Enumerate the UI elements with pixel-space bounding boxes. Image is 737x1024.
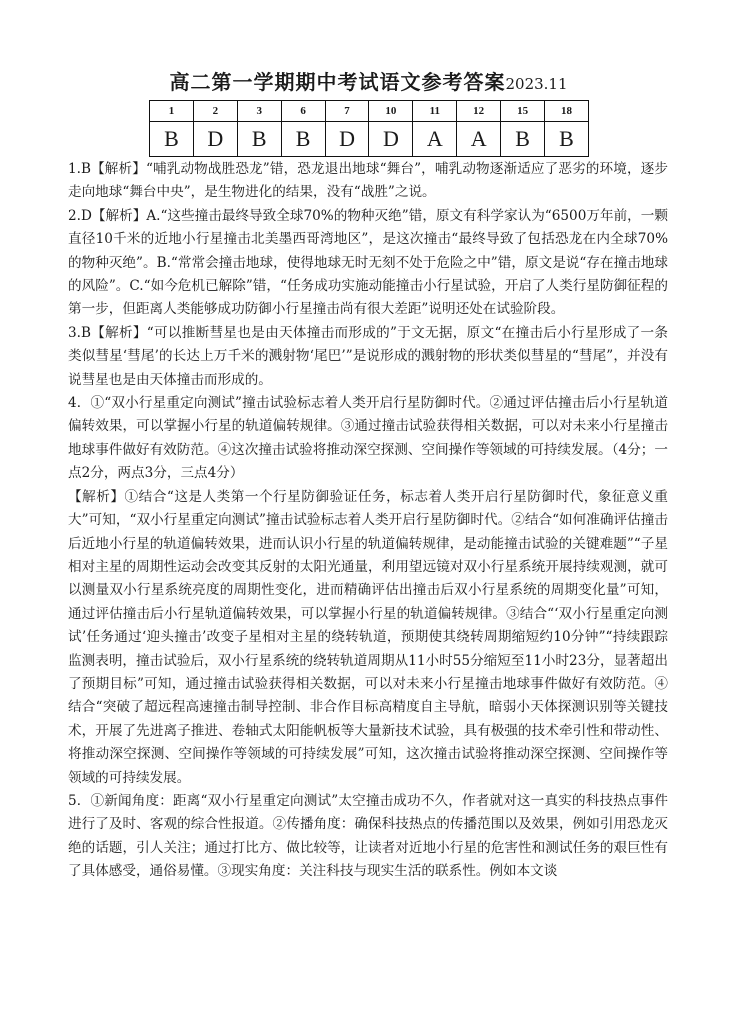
- answer-letter: B: [150, 122, 194, 157]
- explanation-q1: 1.B【解析】“哺乳动物战胜恐龙”错，恐龙退出地球“舞台”，哺乳动物逐渐适应了恶劣的环境，逐步走向地球“舞台中央”，是生物进化的结果，没有“战胜”之说。: [68, 161, 668, 201]
- question-number: 2: [193, 101, 237, 122]
- explanation-body: [68, 158, 668, 884]
- answer-letter: B: [545, 122, 589, 157]
- answer-letter: A: [413, 122, 457, 157]
- answer-q5: 5．①新闻角度：距离“双小行星重定向测试”太空撞击成功不久，作者就对这一真实的科技热点事件进行了及时、客观的综合性报道。②传播角度：确保科技热点的传播范围以及效果，例如引用恐龙灭绝的话题，引人关注；通过打比方、做比较等，让读者对近地小行星的危害性和测试任务的艰巨性有了具体感受，通俗易懂。③现实角度：关注科技与现实生活的联系性。例如本文谈: [68, 792, 668, 880]
- title-date: 2023.11: [505, 75, 568, 93]
- answer-letter: B: [501, 122, 545, 157]
- answer-letter: B: [237, 122, 281, 157]
- question-number: 1: [150, 101, 194, 122]
- question-number: 10: [369, 101, 413, 122]
- answer-q4: 4．①“双小行星重定向测试”撞击试验标志着人类开启行星防御时代。②通过评估撞击后小行星轨道偏转效果，可以掌握小行星的轨道偏转规律。③通过撞击试验获得相关数据，可以对未来小行星撞击地球事件做好有效防范。④这次撞击试验将推动深空探测、空间操作等领域的可持续发展。（4分；一点2分，两点3分，三点4分）: [68, 395, 668, 482]
- question-number: 12: [457, 101, 501, 122]
- question-number: 6: [281, 101, 325, 122]
- explanation-q4: 【解析】①结合“这是人类第一个行星防御验证任务，标志着人类开启行星防御时代，象征意义重大”可知，“双小行星重定向测试”撞击试验标志着人类开启行星防御时代。②结合“如何准确评估撞击后近地小行星的轨道偏转效果，进而认识小行星的轨道偏转规律，是动能撞击试验的关键难题”“子星相对主星的周期性运动会改变其反射的太阳光通量，利用望远镜对双小行星系统开展持续观测，就可以测量双小行星系统亮度的周期性变化，进而精确评估出撞击后双小行星系统的周期变化量”可知，通过评估撞击后小行星轨道偏转效果，可以掌握小行星的轨道偏转规律。③结合“‘双小行星重定向测试’任务通过‘迎头撞击’改变子星相对主星的绕转轨道，预期使其绕转周期缩短约10分钟”“持续跟踪监测表明，撞击试验后，双小行星系统的绕转轨道周期从11小时55分缩短至11小时23分，显著超出了预期目标”可知，通过撞击试验获得相关数据，可以对未来小行星撞击地球事件做好有效防范。④结合“突破了超远程高速撞击制导控制、非合作目标高精度自主导航，暗弱小天体探测识别等关键技术，开展了先进离子推进、卷轴式太阳能帆板等大量新技术试验，具有极强的技术牵引性和带动性、将推动深空探测、空间操作等领域的可持续发展”可知，这次撞击试验将推动深空探测、空间操作等领域的可持续发展。: [68, 488, 668, 786]
- question-number: 7: [325, 101, 369, 122]
- answer-letter: D: [325, 122, 369, 157]
- answer-letter: D: [369, 122, 413, 157]
- title-text: 高二第一学期期中考试语文参考答案: [169, 70, 506, 94]
- answer-letter: B: [281, 122, 325, 157]
- answer-letter: D: [193, 122, 237, 157]
- question-number: 11: [413, 101, 457, 122]
- answer-table: [149, 100, 589, 157]
- page-title: [0, 66, 737, 95]
- answer-letter-row: [150, 122, 589, 157]
- question-number: 3: [237, 101, 281, 122]
- question-number-row: [150, 101, 589, 122]
- explanation-q2: 2.D【解析】A.“这些撞击最终导致全球70%的物种灭绝”错，原文有科学家认为“6500万年前，一颗直径10千米的近地小行星撞击北美墨西哥湾地区”，是这次撞击“最终导致了包括恐龙在内全球70%的物种灭绝”。B.“常常会撞击地球，使得地球无时无刻不处于危险之中”错，原文是说“存在撞击地球的风险”。C.“如今危机已解除”错，“任务成功实施动能撞击小行星试验，开启了人类行星防御征程的第一步，但距离人类能够成功防御小行星撞击尚有很大差距”说明还处在试验阶段。: [68, 207, 668, 318]
- answer-letter: A: [457, 122, 501, 157]
- question-number: 18: [545, 101, 589, 122]
- explanation-q3: 3.B【解析】“可以推断彗星也是由天体撞击而形成的”于文无据，原文“在撞击后小行星形成了一条类似彗星‘彗尾’的长达上万千米的溅射物‘尾巴’”是说形成的溅射物的形状类似彗星的“彗尾”，并没有说彗星也是由天体撞击而形成的。: [68, 324, 668, 388]
- question-number: 15: [501, 101, 545, 122]
